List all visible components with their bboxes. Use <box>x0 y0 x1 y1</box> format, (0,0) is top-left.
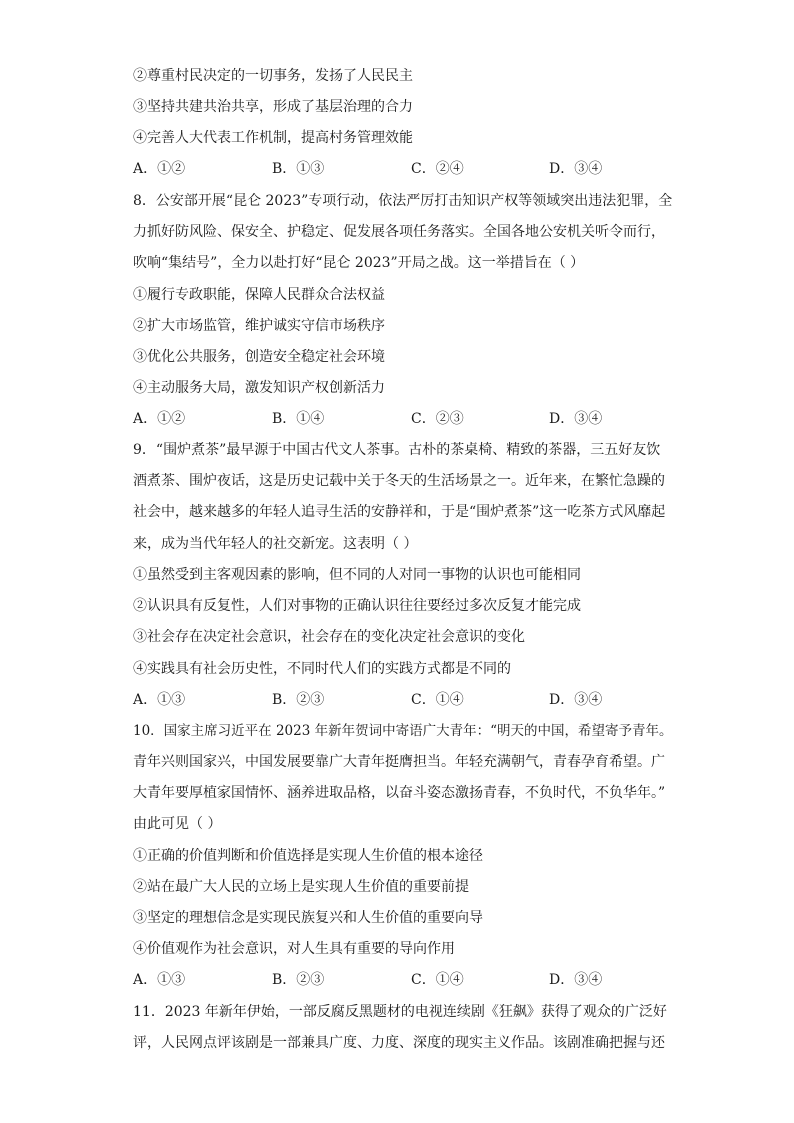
q10-option-d: D．③④ <box>549 972 603 988</box>
q8-option-d: D．③④ <box>549 411 603 427</box>
q8-statement-3: ③优化公共服务，创造安全稳定社会环境 <box>133 349 385 365</box>
q10-stem-line-1: 10．国家主席习近平在 2023 年新年贺词中寄语广大青年：“明天的中国，希望寄予青年。 <box>133 723 673 739</box>
q7-statement-2: ②尊重村民决定的一切事务，发扬了人民民主 <box>133 68 413 84</box>
q9-statement-3: ③社会存在决定社会意识，社会存在的变化决定社会意识的变化 <box>133 629 525 645</box>
q9-stem-line-2: 酒煮茶、围炉夜话，这是历史记载中关于冬天的生活场景之一。近年来，在繁忙急躁的 <box>133 473 665 489</box>
q9-statement-2: ②认识具有反复性，人们对事物的正确认识往往要经过多次反复才能完成 <box>133 598 581 614</box>
q7-option-d: D．③④ <box>549 161 603 177</box>
q10-options <box>133 971 673 989</box>
q8-statement-1: ①履行专政职能，保障人民群众合法权益 <box>133 287 385 303</box>
q10-stem-line-2: 青年兴则国家兴，中国发展要靠广大青年挺膺担当。年轻充满朝气，青春孕育希望。广 <box>133 754 665 770</box>
q9-option-d: D．③④ <box>549 692 603 708</box>
q8-stem-line-1: 8．公安部开展“昆仑 2023”专项行动，依法严厉打击知识产权等领域突出违法犯罪，全 <box>133 193 673 209</box>
q8-options <box>133 410 673 428</box>
q8-option-b: B．①④ <box>272 411 325 427</box>
q9-statement-4: ④实践具有社会历史性，不同时代人们的实践方式都是不同的 <box>133 661 511 677</box>
q9-stem-line-1: 9．“围炉煮茶”最早源于中国古代文人茶事。古朴的茶桌椅、精致的茶器，三五好友饮 <box>133 442 661 458</box>
q8-stem-line-3: 吹响“集结号”，全力以赴打好“昆仑 2023”开局之战。这一举措旨在（ ） <box>133 255 585 271</box>
q9-statement-1: ①虽然受到主客观因素的影响，但不同的人对同一事物的认识也可能相同 <box>133 567 581 583</box>
q9-option-c: C．①④ <box>411 692 464 708</box>
q9-stem-line-3: 社会中，越来越多的年轻人追寻生活的安静祥和，于是“围炉煮茶”这一吃茶方式风靡起 <box>133 504 666 520</box>
q7-statement-3: ③坚持共建共治共享，形成了基层治理的合力 <box>133 99 413 115</box>
q9-option-a: A．①③ <box>133 692 186 708</box>
q10-option-a: A．①③ <box>133 972 186 988</box>
q8-statement-2: ②扩大市场监管，维护诚实守信市场秩序 <box>133 318 385 334</box>
q10-statement-3: ③坚定的理想信念是实现民族复兴和人生价值的重要向导 <box>133 910 483 926</box>
q10-statement-1: ①正确的价值判断和价值选择是实现人生价值的根本途径 <box>133 848 483 864</box>
q8-option-a: A．①② <box>133 411 186 427</box>
q9-stem-line-4: 来，成为当代年轻人的社交新宠。这表明（ ） <box>133 536 418 552</box>
q9-options <box>133 691 673 709</box>
q10-statement-2: ②站在最广大人民的立场上是实现人生价值的重要前提 <box>133 879 469 895</box>
q7-option-c: C．②④ <box>411 161 464 177</box>
q8-option-c: C．②③ <box>411 411 464 427</box>
q9-option-b: B．②③ <box>272 692 325 708</box>
q7-options <box>133 160 673 178</box>
q7-option-a: A．①② <box>133 161 186 177</box>
q10-option-c: C．①④ <box>411 972 464 988</box>
q11-stem-line-1: 11．2023 年新年伊始，一部反腐反黑题材的电视连续剧《狂飙》获得了观众的广泛好 <box>133 1004 667 1020</box>
q8-statement-4: ④主动服务大局，激发知识产权创新活力 <box>133 380 385 396</box>
q7-option-b: B．①③ <box>272 161 325 177</box>
q10-stem-line-4: 由此可见（ ） <box>133 816 222 832</box>
q8-stem-line-2: 力抓好防风险、保安全、护稳定、促发展各项任务落实。全国各地公安机关听令而行， <box>133 224 665 240</box>
q10-stem-line-3: 大青年要厚植家国情怀、涵养进取品格，以奋斗姿态激扬青春，不负时代，不负华年。” <box>133 785 666 801</box>
q7-statement-4: ④完善人大代表工作机制，提高村务管理效能 <box>133 130 413 146</box>
q10-option-b: B．②③ <box>272 972 325 988</box>
q11-stem-line-2: 评，人民网点评该剧是一部兼具广度、力度、深度的现实主义作品。该剧准确把握与还 <box>133 1035 665 1051</box>
q10-statement-4: ④价值观作为社会意识，对人生具有重要的导向作用 <box>133 941 455 957</box>
